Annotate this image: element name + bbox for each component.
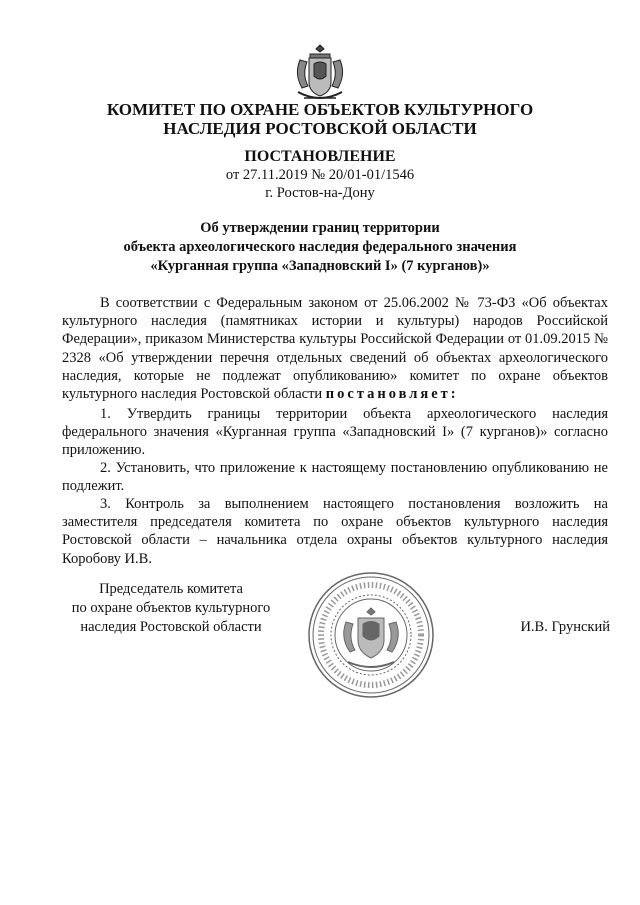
document-subject xyxy=(0,219,640,276)
item-3-paragraph: 3. Контроль за выполнением настоящего постановления возложить на заместителя председателя комитета по охране объектов культурного наследия Ростовской области – начальника отдела охраны объектов культурного наследия Коробову И.В. xyxy=(62,496,608,567)
subject-line-3: «Курганная группа «Западновский I» (7 курганов)» xyxy=(150,258,490,274)
subject-line-2: объекта археологического наследия федерального значения xyxy=(123,239,517,255)
organization-name-line-1: КОМИТЕТ ПО ОХРАНЕ ОБЪЕКТОВ КУЛЬТУРНОГО xyxy=(106,100,534,119)
signer-title-line-2: по охране объектов культурного xyxy=(71,600,271,616)
preamble-paragraph xyxy=(62,294,608,403)
signer-title-line-1: Председатель комитета xyxy=(99,581,243,597)
document-date-number: от 27.11.2019 № 20/01-01/1546 xyxy=(225,167,415,183)
decree-word: постановляет: xyxy=(325,386,459,403)
coat-of-arms-icon xyxy=(292,42,348,104)
document-city: г. Ростов-на-Дону xyxy=(265,185,375,201)
official-round-seal-icon xyxy=(306,570,436,700)
item-1-paragraph: 1. Утвердить границы территории объекта археологического наследия федерального значения «Курганная группа «Западновский I» (7 курганов)» согласно приложению. xyxy=(62,406,608,459)
organization-name xyxy=(0,100,640,138)
document-type-title: ПОСТАНОВЛЕНИЕ xyxy=(244,148,396,165)
signer-title xyxy=(62,580,280,637)
organization-name-line-2: НАСЛЕДИЯ РОСТОВСКОЙ ОБЛАСТИ xyxy=(163,119,477,138)
signer-title-line-3: наследия Ростовской области xyxy=(80,619,262,635)
signer-name: И.В. Грунский xyxy=(520,619,610,635)
subject-line-1: Об утверждении границ территории xyxy=(200,220,440,236)
preamble-text: В соответствии с Федеральным законом от 25.06.2002 № 73-ФЗ «Об объектах культурного наследия (памятниках истории и культуры) народов Российской Федерации», приказом Министерства культуры Российской Федерации от 01.09.2015 № 2328 «Об утверждении перечня отдельных сведений об объектах археологического наследия, которые не подлежат опубликованию» комитет по охране объектов культурного наследия Ростовской области xyxy=(62,295,608,403)
item-2-paragraph: 2. Установить, что приложение к настоящему постановлению опубликованию не подлежит. xyxy=(62,460,608,495)
